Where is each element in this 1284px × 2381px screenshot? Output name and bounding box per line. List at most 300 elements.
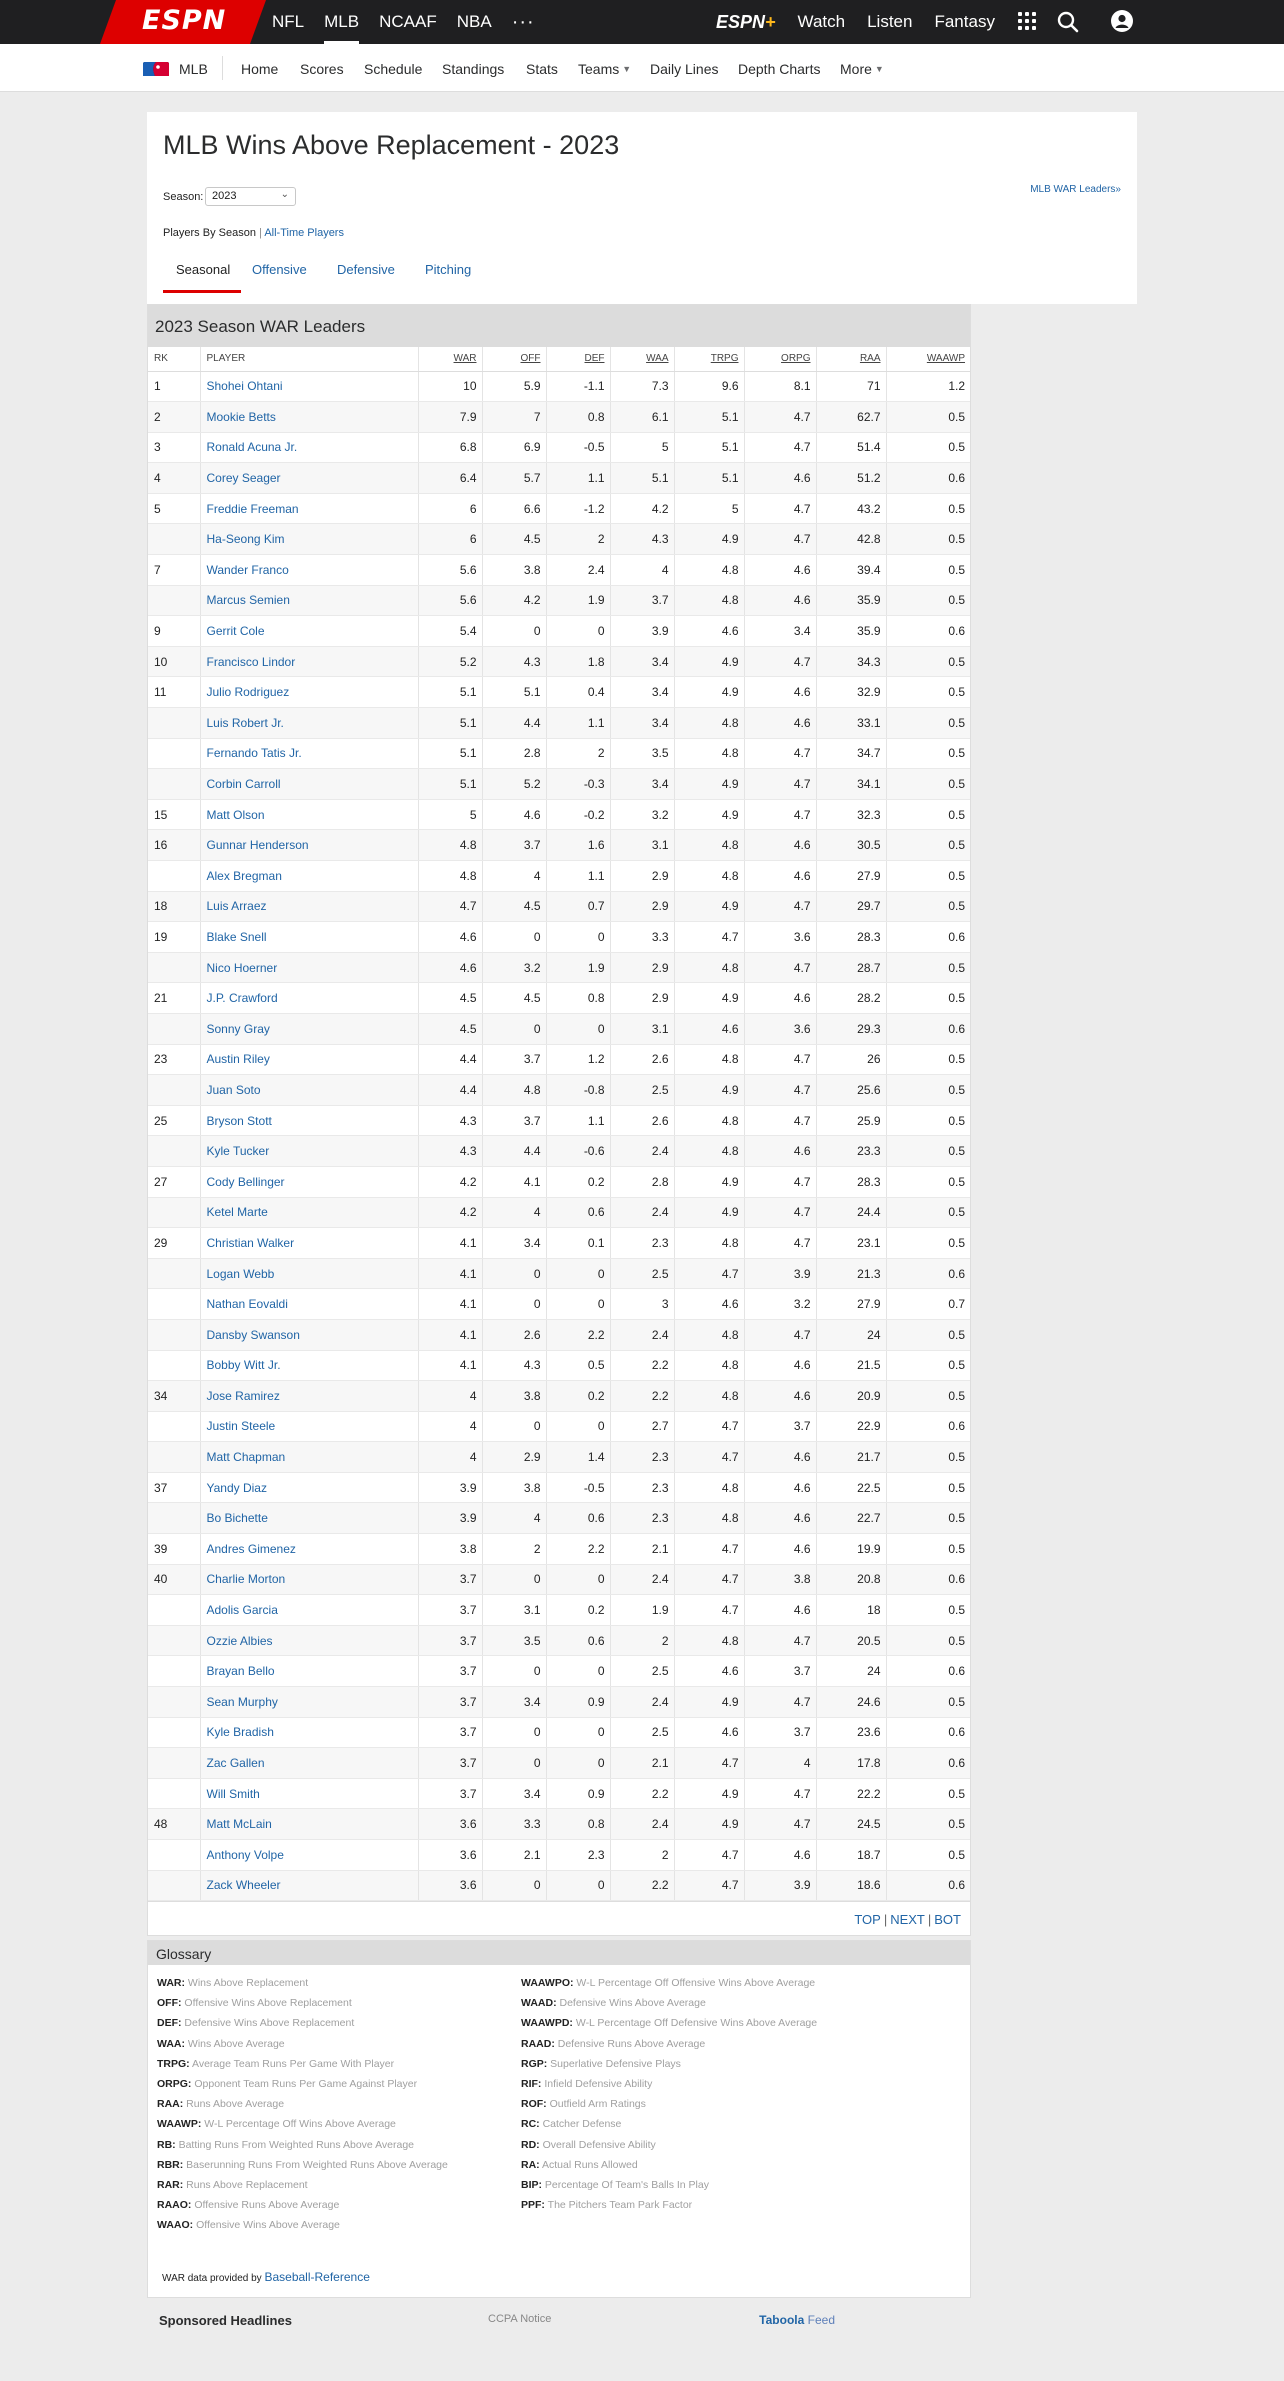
player-link[interactable]: Anthony Volpe bbox=[200, 1840, 418, 1871]
waa-cell: 4.2 bbox=[610, 493, 674, 524]
orpg-cell: 4.7 bbox=[744, 402, 816, 433]
player-link[interactable]: Corbin Carroll bbox=[200, 769, 418, 800]
war-cell: 5.6 bbox=[418, 555, 482, 586]
player-link[interactable]: Matt Chapman bbox=[200, 1442, 418, 1473]
trpg-cell: 4.7 bbox=[674, 1870, 744, 1901]
player-link[interactable]: Ozzie Albies bbox=[200, 1625, 418, 1656]
war-cell: 3.7 bbox=[418, 1748, 482, 1779]
war-cell: 4 bbox=[418, 1442, 482, 1473]
rank-cell: 25 bbox=[148, 1105, 200, 1136]
trpg-cell: 4.8 bbox=[674, 1044, 744, 1075]
raa-cell: 20.9 bbox=[816, 1381, 886, 1412]
column-header-label: ORPG bbox=[781, 353, 811, 365]
def-cell: -1.1 bbox=[546, 371, 610, 402]
player-link[interactable]: Yandy Diaz bbox=[200, 1472, 418, 1503]
player-link[interactable]: Charlie Morton bbox=[200, 1564, 418, 1595]
trpg-cell: 5.1 bbox=[674, 463, 744, 494]
def-cell: 0.2 bbox=[546, 1381, 610, 1412]
player-link[interactable]: Zack Wheeler bbox=[200, 1870, 418, 1901]
waawp-cell: 0.5 bbox=[886, 493, 970, 524]
glossary-entry bbox=[521, 2159, 901, 2179]
war-cell: 4.1 bbox=[418, 1258, 482, 1289]
player-link[interactable]: Bobby Witt Jr. bbox=[200, 1350, 418, 1381]
player-link[interactable]: Ronald Acuna Jr. bbox=[200, 432, 418, 463]
glossary-entry bbox=[157, 2179, 537, 2199]
trpg-cell: 4.9 bbox=[674, 524, 744, 555]
raa-cell: 28.7 bbox=[816, 952, 886, 983]
subnav-scores[interactable]: Scores bbox=[300, 61, 344, 77]
nav-nfl[interactable]: NFL bbox=[272, 12, 305, 31]
player-link[interactable]: Corey Seager bbox=[200, 463, 418, 494]
trpg-cell: 5.1 bbox=[674, 402, 744, 433]
orpg-cell: 4.7 bbox=[744, 524, 816, 555]
trpg-cell: 4.8 bbox=[674, 738, 744, 769]
glossary-definition: Defensive Wins Above Replacement bbox=[184, 2017, 355, 2030]
orpg-cell: 4 bbox=[744, 1748, 816, 1779]
rank-cell: 10 bbox=[148, 646, 200, 677]
orpg-cell: 4.7 bbox=[744, 493, 816, 524]
player-link[interactable]: Ha-Seong Kim bbox=[200, 524, 418, 555]
more-sports-icon[interactable]: ··· bbox=[511, 10, 535, 33]
nav-ncaaf[interactable]: NCAAF bbox=[379, 12, 437, 31]
espn-plus-logo[interactable] bbox=[716, 12, 776, 33]
war-cell: 3.6 bbox=[418, 1840, 482, 1871]
orpg-cell: 4.7 bbox=[744, 891, 816, 922]
trpg-cell: 4.7 bbox=[674, 1595, 744, 1626]
waa-cell: 2.4 bbox=[610, 1687, 674, 1718]
waa-cell: 2.3 bbox=[610, 1442, 674, 1473]
player-link[interactable]: Kyle Tucker bbox=[200, 1136, 418, 1167]
raa-cell: 33.1 bbox=[816, 708, 886, 739]
waawp-cell: 0.5 bbox=[886, 952, 970, 983]
player-link[interactable]: Francisco Lindor bbox=[200, 646, 418, 677]
war-leaders-table bbox=[148, 347, 970, 1901]
glossary-definition: Wins Above Replacement bbox=[187, 1977, 309, 1989]
waa-cell: 2.9 bbox=[610, 952, 674, 983]
orpg-cell: 4.7 bbox=[744, 799, 816, 830]
rank-cell bbox=[148, 708, 200, 739]
off-cell: 3.1 bbox=[482, 1595, 546, 1626]
waa-cell: 3.4 bbox=[610, 677, 674, 708]
def-cell: 2 bbox=[546, 524, 610, 555]
league-subnav bbox=[0, 44, 1284, 92]
glossary-definition: Average Team Runs Per Game With Player bbox=[192, 2057, 395, 2070]
def-cell: -1.2 bbox=[546, 493, 610, 524]
search-icon[interactable] bbox=[1056, 10, 1080, 34]
column-header-waa[interactable] bbox=[610, 347, 674, 371]
data-credit bbox=[162, 2270, 370, 2284]
rank-cell: 27 bbox=[148, 1166, 200, 1197]
player-link[interactable]: Mookie Betts bbox=[200, 402, 418, 433]
trpg-cell: 4.8 bbox=[674, 952, 744, 983]
nav-nba[interactable]: NBA bbox=[456, 12, 492, 31]
player-link[interactable]: Ketel Marte bbox=[200, 1197, 418, 1228]
player-link[interactable]: Bryson Stott bbox=[200, 1105, 418, 1136]
trpg-cell: 4.8 bbox=[674, 1228, 744, 1259]
player-link[interactable]: Jose Ramirez bbox=[200, 1381, 418, 1412]
table-row bbox=[148, 493, 970, 524]
nav-mlb[interactable]: MLB bbox=[324, 12, 360, 31]
player-link[interactable]: Gunnar Henderson bbox=[200, 830, 418, 861]
waa-cell: 2.4 bbox=[610, 1136, 674, 1167]
war-cell: 3.7 bbox=[418, 1625, 482, 1656]
waa-cell: 2.4 bbox=[610, 1564, 674, 1595]
def-cell: 1.9 bbox=[546, 952, 610, 983]
waa-cell: 2.9 bbox=[610, 861, 674, 892]
player-link[interactable]: Matt McLain bbox=[200, 1809, 418, 1840]
raa-cell: 32.9 bbox=[816, 677, 886, 708]
table-row bbox=[148, 708, 970, 739]
waa-cell: 1.9 bbox=[610, 1595, 674, 1626]
orpg-cell: 4.6 bbox=[744, 830, 816, 861]
def-cell: 2.4 bbox=[546, 555, 610, 586]
waa-cell: 4 bbox=[610, 555, 674, 586]
trpg-cell: 4.8 bbox=[674, 1625, 744, 1656]
player-link[interactable]: Luis Robert Jr. bbox=[200, 708, 418, 739]
subnav-league-mlb[interactable]: MLB bbox=[179, 61, 208, 77]
rank-cell bbox=[148, 1319, 200, 1350]
waawp-cell: 0.5 bbox=[886, 1228, 970, 1259]
player-link[interactable]: Austin Riley bbox=[200, 1044, 418, 1075]
def-cell: 2.3 bbox=[546, 1840, 610, 1871]
raa-cell: 28.3 bbox=[816, 922, 886, 953]
subnav-home[interactable]: Home bbox=[241, 61, 279, 77]
off-cell: 0 bbox=[482, 1717, 546, 1748]
glossary-definition: Offensive Runs Above Average bbox=[194, 2199, 340, 2212]
glossary-term: WAA: bbox=[157, 2037, 185, 2050]
def-cell: 0 bbox=[546, 1748, 610, 1779]
player-link[interactable]: Juan Soto bbox=[200, 1075, 418, 1106]
def-cell: -0.5 bbox=[546, 1472, 610, 1503]
glossary-term: ORPG: bbox=[157, 2077, 192, 2090]
table-row bbox=[148, 524, 970, 555]
trpg-cell: 4.9 bbox=[674, 646, 744, 677]
tab-offensive[interactable]: Offensive bbox=[252, 262, 307, 277]
utility-nav bbox=[716, 0, 1017, 44]
player-link[interactable]: Matt Olson bbox=[200, 799, 418, 830]
table-row bbox=[148, 1197, 970, 1228]
trpg-cell: 4.8 bbox=[674, 830, 744, 861]
war-cell: 6.4 bbox=[418, 463, 482, 494]
glossary-term: WAR: bbox=[157, 1977, 185, 1989]
taboola-feed-link[interactable] bbox=[759, 2313, 835, 2327]
raa-cell: 17.8 bbox=[816, 1748, 886, 1779]
table-row bbox=[148, 1748, 970, 1779]
tab-defensive[interactable]: Defensive bbox=[337, 262, 395, 277]
subnav-teams[interactable] bbox=[578, 61, 631, 77]
column-header-def[interactable] bbox=[546, 347, 610, 371]
glossary-entry bbox=[157, 2139, 537, 2159]
tab-pitching[interactable]: Pitching bbox=[425, 262, 472, 277]
tab-seasonal[interactable]: Seasonal bbox=[176, 262, 231, 277]
nav-watch[interactable]: Watch bbox=[797, 12, 846, 31]
glossary-term: RGP: bbox=[521, 2057, 548, 2070]
off-cell: 4.3 bbox=[482, 646, 546, 677]
war-cell: 4.7 bbox=[418, 891, 482, 922]
orpg-cell: 3.4 bbox=[744, 616, 816, 647]
waa-cell: 2.9 bbox=[610, 983, 674, 1014]
off-cell: 4 bbox=[482, 1503, 546, 1534]
table-row bbox=[148, 1381, 970, 1412]
raa-cell: 43.2 bbox=[816, 493, 886, 524]
off-cell: 3.8 bbox=[482, 1472, 546, 1503]
trpg-cell: 4.9 bbox=[674, 1778, 744, 1809]
trpg-cell: 4.9 bbox=[674, 677, 744, 708]
rank-cell bbox=[148, 769, 200, 800]
waa-cell: 2.5 bbox=[610, 1717, 674, 1748]
glossary-title: Glossary bbox=[148, 1941, 970, 1965]
ccpa-notice-link[interactable]: CCPA Notice bbox=[488, 2313, 552, 2325]
subnav-schedule[interactable]: Schedule bbox=[364, 61, 423, 77]
player-link[interactable]: Cody Bellinger bbox=[200, 1166, 418, 1197]
war-cell: 10 bbox=[418, 371, 482, 402]
player-link[interactable]: Andres Gimenez bbox=[200, 1534, 418, 1565]
war-cell: 3.6 bbox=[418, 1870, 482, 1901]
column-header-war[interactable] bbox=[418, 347, 482, 371]
raa-cell: 22.9 bbox=[816, 1411, 886, 1442]
glossary-entry bbox=[157, 1997, 537, 2017]
column-header-label: DEF bbox=[584, 353, 605, 365]
glossary-entry bbox=[521, 2179, 901, 2199]
def-cell: 2.2 bbox=[546, 1319, 610, 1350]
orpg-cell: 4.6 bbox=[744, 585, 816, 616]
subnav-standings[interactable]: Standings bbox=[442, 61, 505, 77]
table-row bbox=[148, 1411, 970, 1442]
rank-cell bbox=[148, 952, 200, 983]
top-link[interactable]: TOP bbox=[854, 1912, 881, 1928]
player-link[interactable]: Gerrit Cole bbox=[200, 616, 418, 647]
raa-cell: 24.6 bbox=[816, 1687, 886, 1718]
player-link[interactable]: Julio Rodriguez bbox=[200, 677, 418, 708]
baseball-reference-link[interactable]: Baseball-Reference bbox=[264, 2270, 370, 2284]
war-cell: 5.4 bbox=[418, 616, 482, 647]
player-link[interactable]: Freddie Freeman bbox=[200, 493, 418, 524]
raa-cell: 22.2 bbox=[816, 1778, 886, 1809]
waa-cell: 7.3 bbox=[610, 371, 674, 402]
waa-cell: 5.1 bbox=[610, 463, 674, 494]
glossary-definition: Defensive Runs Above Average bbox=[557, 2037, 706, 2050]
player-link[interactable]: Logan Webb bbox=[200, 1258, 418, 1289]
glossary-term: PPF: bbox=[521, 2199, 545, 2212]
waawp-cell: 0.6 bbox=[886, 1870, 970, 1901]
player-link[interactable]: Shohei Ohtani bbox=[200, 371, 418, 402]
season-select[interactable] bbox=[205, 187, 296, 206]
column-header-raa[interactable] bbox=[816, 347, 886, 371]
table-row bbox=[148, 1595, 970, 1626]
table-row bbox=[148, 585, 970, 616]
orpg-cell: 4.7 bbox=[744, 1228, 816, 1259]
table-row bbox=[148, 922, 970, 953]
glossary-term: RD: bbox=[521, 2138, 540, 2151]
player-link[interactable]: Christian Walker bbox=[200, 1228, 418, 1259]
column-header-off[interactable] bbox=[482, 347, 546, 371]
waa-cell: 2.5 bbox=[610, 1656, 674, 1687]
player-link[interactable]: Wander Franco bbox=[200, 555, 418, 586]
player-link[interactable]: Zac Gallen bbox=[200, 1748, 418, 1779]
off-cell: 0 bbox=[482, 1013, 546, 1044]
glossary-entry bbox=[521, 1977, 901, 1997]
orpg-cell: 4.7 bbox=[744, 1075, 816, 1106]
player-link[interactable]: Fernando Tatis Jr. bbox=[200, 738, 418, 769]
player-link[interactable]: Nathan Eovaldi bbox=[200, 1289, 418, 1320]
glossary-definition: Defensive Wins Above Average bbox=[559, 1997, 706, 2010]
raa-cell: 28.2 bbox=[816, 983, 886, 1014]
waawp-cell: 0.5 bbox=[886, 1442, 970, 1473]
orpg-cell: 4.6 bbox=[744, 1534, 816, 1565]
sponsored-headlines-bar bbox=[147, 2300, 835, 2340]
espn-logo[interactable]: ESPN bbox=[142, 5, 227, 36]
column-header-rank bbox=[148, 347, 200, 371]
glossary-term: RC: bbox=[521, 2118, 540, 2131]
players-by-season-line bbox=[163, 227, 344, 239]
trpg-cell: 4.7 bbox=[674, 1564, 744, 1595]
raa-cell: 22.7 bbox=[816, 1503, 886, 1534]
player-link[interactable]: Nico Hoerner bbox=[200, 952, 418, 983]
glossary-definition: W-L Percentage Off Defensive Wins Above Average bbox=[575, 2017, 818, 2030]
waawp-cell: 0.5 bbox=[886, 646, 970, 677]
raa-cell: 39.4 bbox=[816, 555, 886, 586]
rank-cell: 11 bbox=[148, 677, 200, 708]
espn-plus-sign: + bbox=[765, 11, 776, 32]
player-link[interactable]: J.P. Crawford bbox=[200, 983, 418, 1014]
def-cell: 1.6 bbox=[546, 830, 610, 861]
orpg-cell: 3.7 bbox=[744, 1411, 816, 1442]
subnav-depth-charts[interactable]: Depth Charts bbox=[738, 61, 821, 77]
glossary-term: RIF: bbox=[521, 2077, 542, 2090]
rank-cell: 19 bbox=[148, 922, 200, 953]
player-link[interactable]: Kyle Bradish bbox=[200, 1717, 418, 1748]
player-link[interactable]: Blake Snell bbox=[200, 922, 418, 953]
off-cell: 5.7 bbox=[482, 463, 546, 494]
waawp-cell: 0.5 bbox=[886, 830, 970, 861]
def-cell: 0.2 bbox=[546, 1166, 610, 1197]
off-cell: 3.4 bbox=[482, 1778, 546, 1809]
player-link[interactable]: Adolis Garcia bbox=[200, 1595, 418, 1626]
column-header-orpg[interactable] bbox=[744, 347, 816, 371]
trpg-cell: 4.8 bbox=[674, 555, 744, 586]
subnav-daily-lines[interactable]: Daily Lines bbox=[650, 61, 719, 77]
waa-cell: 2.2 bbox=[610, 1350, 674, 1381]
rank-cell bbox=[148, 1013, 200, 1044]
table-row bbox=[148, 983, 970, 1014]
orpg-cell: 3.8 bbox=[744, 1564, 816, 1595]
def-cell: 0.2 bbox=[546, 1595, 610, 1626]
orpg-cell: 3.2 bbox=[744, 1289, 816, 1320]
war-cell: 3.7 bbox=[418, 1687, 482, 1718]
table-pagination bbox=[148, 1901, 970, 1935]
waawp-cell: 0.5 bbox=[886, 585, 970, 616]
waa-cell: 3.4 bbox=[610, 708, 674, 739]
table-header-row bbox=[148, 347, 970, 371]
glossary-definition: Catcher Defense bbox=[542, 2118, 622, 2131]
def-cell: 0.6 bbox=[546, 1503, 610, 1534]
rank-cell: 16 bbox=[148, 830, 200, 861]
apps-grid-icon[interactable] bbox=[1018, 12, 1036, 30]
off-cell: 3.7 bbox=[482, 830, 546, 861]
war-cell: 4.6 bbox=[418, 922, 482, 953]
glossary-definition: Overall Defensive Ability bbox=[542, 2138, 656, 2151]
war-cell: 5.1 bbox=[418, 769, 482, 800]
waawp-cell: 0.5 bbox=[886, 1534, 970, 1565]
orpg-cell: 4.7 bbox=[744, 1809, 816, 1840]
waawp-cell: 0.6 bbox=[886, 1564, 970, 1595]
raa-cell: 21.7 bbox=[816, 1442, 886, 1473]
sport-nav bbox=[272, 0, 535, 44]
raa-cell: 20.5 bbox=[816, 1625, 886, 1656]
trpg-cell: 4.8 bbox=[674, 1472, 744, 1503]
separator: | bbox=[883, 1912, 888, 1928]
war-cell: 4.2 bbox=[418, 1197, 482, 1228]
profile-icon[interactable] bbox=[1111, 10, 1133, 32]
rank-cell bbox=[148, 1442, 200, 1473]
all-time-players-link[interactable]: All-Time Players bbox=[264, 227, 344, 239]
waa-cell: 2.1 bbox=[610, 1534, 674, 1565]
bottom-link[interactable]: BOT bbox=[934, 1912, 961, 1928]
rank-cell bbox=[148, 1258, 200, 1289]
player-link[interactable]: Sean Murphy bbox=[200, 1687, 418, 1718]
player-link[interactable]: Bo Bichette bbox=[200, 1503, 418, 1534]
trpg-cell: 4.9 bbox=[674, 1075, 744, 1106]
subnav-more[interactable] bbox=[840, 61, 884, 77]
player-link[interactable]: Will Smith bbox=[200, 1778, 418, 1809]
column-header-waawp[interactable] bbox=[886, 347, 970, 371]
player-link[interactable]: Alex Bregman bbox=[200, 861, 418, 892]
trpg-cell: 4.8 bbox=[674, 1350, 744, 1381]
off-cell: 0 bbox=[482, 1411, 546, 1442]
nav-listen[interactable]: Listen bbox=[867, 12, 913, 31]
raa-cell: 34.7 bbox=[816, 738, 886, 769]
table-row bbox=[148, 952, 970, 983]
player-link[interactable]: Sonny Gray bbox=[200, 1013, 418, 1044]
rank-cell bbox=[148, 1840, 200, 1871]
def-cell: -0.5 bbox=[546, 432, 610, 463]
separator: | bbox=[259, 227, 262, 239]
war-cell: 4.1 bbox=[418, 1228, 482, 1259]
orpg-cell: 4.6 bbox=[744, 708, 816, 739]
trpg-cell: 4.9 bbox=[674, 1687, 744, 1718]
war-cell: 3.9 bbox=[418, 1503, 482, 1534]
war-cell: 4.1 bbox=[418, 1289, 482, 1320]
war-leaders-table-section bbox=[147, 304, 971, 1936]
rank-cell bbox=[148, 1717, 200, 1748]
player-link[interactable]: Dansby Swanson bbox=[200, 1319, 418, 1350]
player-link[interactable]: Marcus Semien bbox=[200, 585, 418, 616]
trpg-cell: 4.9 bbox=[674, 769, 744, 800]
player-link[interactable]: Brayan Bello bbox=[200, 1656, 418, 1687]
def-cell: 0 bbox=[546, 1258, 610, 1289]
waa-cell: 2.6 bbox=[610, 1044, 674, 1075]
nav-fantasy[interactable]: Fantasy bbox=[934, 12, 995, 31]
column-header-trpg[interactable] bbox=[674, 347, 744, 371]
raa-cell: 20.8 bbox=[816, 1564, 886, 1595]
table-row bbox=[148, 402, 970, 433]
rank-cell: 29 bbox=[148, 1228, 200, 1259]
next-link[interactable]: NEXT bbox=[890, 1912, 925, 1928]
war-leaders-link[interactable]: MLB WAR Leaders» bbox=[1030, 184, 1121, 195]
waawp-cell: 0.5 bbox=[886, 555, 970, 586]
rank-cell bbox=[148, 1595, 200, 1626]
war-cell: 3.7 bbox=[418, 1778, 482, 1809]
player-link[interactable]: Justin Steele bbox=[200, 1411, 418, 1442]
war-cell: 3.6 bbox=[418, 1809, 482, 1840]
off-cell: 2.1 bbox=[482, 1840, 546, 1871]
war-cell: 5.1 bbox=[418, 738, 482, 769]
trpg-cell: 4.9 bbox=[674, 983, 744, 1014]
table-row bbox=[148, 1840, 970, 1871]
player-link[interactable]: Luis Arraez bbox=[200, 891, 418, 922]
raa-cell: 35.9 bbox=[816, 585, 886, 616]
subnav-stats[interactable]: Stats bbox=[526, 61, 558, 77]
